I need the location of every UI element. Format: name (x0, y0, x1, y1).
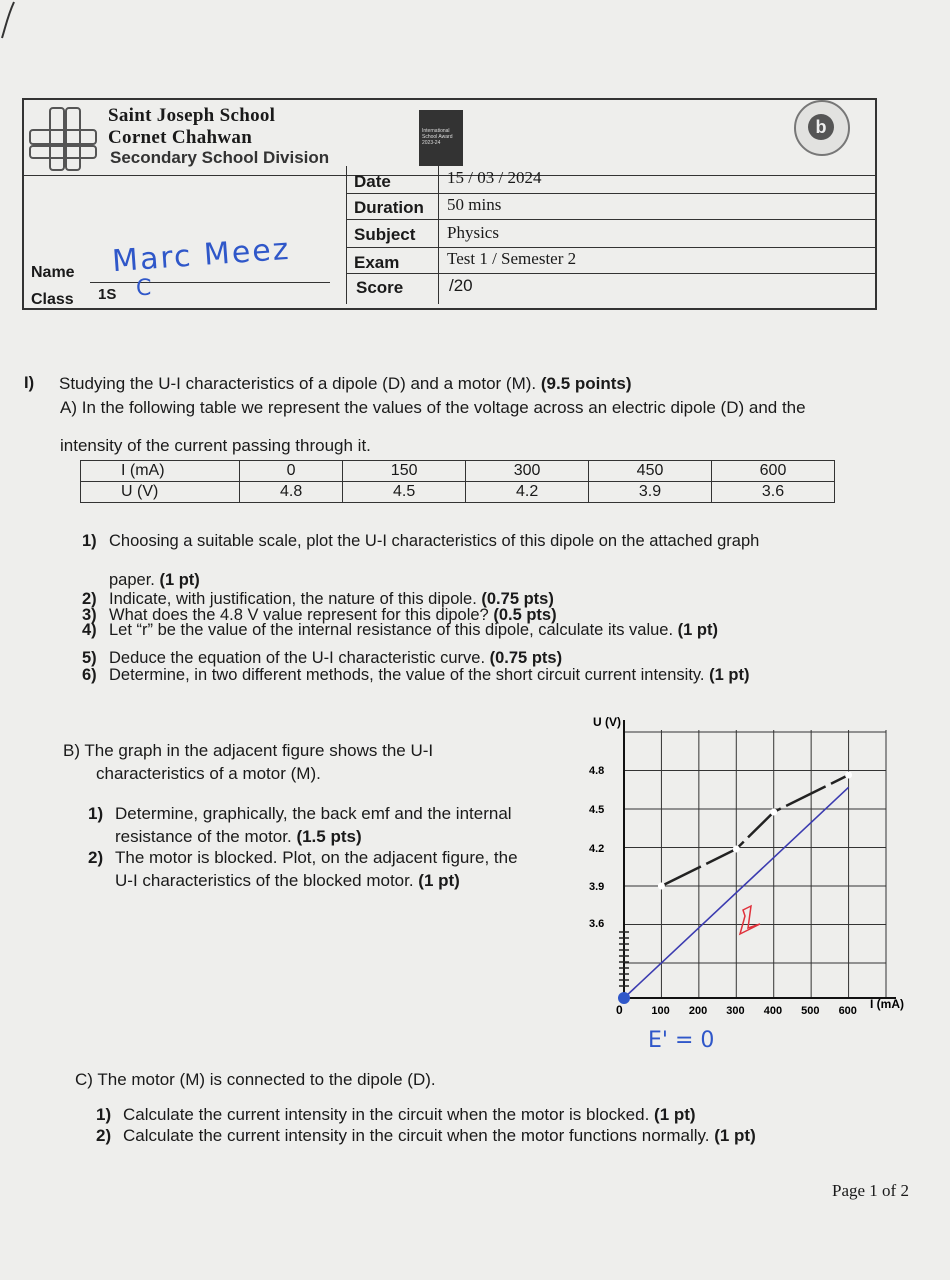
exam-value: Test 1 / Semester 2 (447, 249, 577, 268)
question-points: (1 pt) (677, 621, 718, 639)
table-cell: 0 (240, 461, 343, 482)
question-C1 (96, 1105, 696, 1125)
data-table (80, 460, 835, 503)
y-ticks (589, 765, 604, 930)
question-text: Determine, in two different methods, the value of the short circuit current intensity. (109, 666, 705, 684)
question-text: Indicate, with justification, the nature of this dipole. (109, 590, 477, 608)
partA-intro-2: intensity of the current passing through it. (60, 436, 371, 455)
question-text: Let “r” be the value of the internal resistance of this dipole, calculate its value. (109, 621, 674, 639)
question-number: 6) (82, 666, 97, 684)
origin-label: 0 (616, 1003, 623, 1017)
question-text: What does the 4.8 V value represent for this dipole? (109, 606, 489, 624)
name-label: Name (31, 264, 75, 281)
exam-label: Exam (354, 253, 400, 272)
meta-row-line (346, 273, 876, 274)
section-number: I) (24, 374, 35, 392)
duration-label: Duration (354, 198, 424, 217)
question-text: Deduce the equation of the U-I characteristic curve. (109, 649, 486, 667)
school-branch: Cornet Chahwan (108, 127, 253, 148)
table-cell: 3.9 (589, 482, 712, 503)
class-label: Class (31, 291, 74, 308)
table-row (81, 461, 835, 482)
question-number: 3) (82, 606, 97, 624)
class-prefix: 1S (98, 286, 117, 303)
data-point (658, 883, 665, 890)
subject-value: Physics (447, 223, 499, 242)
partC-intro: C) The motor (M) is connected to the dipole (D). (75, 1070, 436, 1089)
question-A6 (82, 666, 749, 685)
y-tick-label: 4.2 (589, 843, 605, 855)
question-A4 (82, 621, 718, 640)
page-number: Page 1 of 2 (832, 1181, 909, 1200)
school-logo-icon (28, 106, 98, 172)
date-label: Date (354, 172, 391, 191)
question-A1-cont (109, 571, 200, 590)
motor-ui-graph (580, 710, 920, 1017)
section-title-text: Studying the U-I characteristics of a dipole (D) and a motor (M). (59, 374, 537, 393)
y-tick-label: 3.9 (589, 881, 605, 893)
date-value: 15 / 03 / 2024 (447, 168, 542, 187)
question-number: 2) (88, 848, 104, 867)
meta-row-line (346, 193, 876, 194)
school-seal-icon (794, 100, 850, 156)
section-title (59, 374, 632, 394)
subject-label: Subject (354, 225, 416, 244)
meta-row-line (346, 219, 876, 220)
question-points: (0.75 pts) (481, 590, 554, 608)
x-tick-label: 200 (688, 1005, 708, 1017)
x-tick-label: 500 (801, 1005, 820, 1017)
handwritten-note: E' = 0 (648, 1028, 715, 1053)
pen-mark-icon (0, 0, 30, 40)
award-line: School Award (422, 134, 453, 140)
question-B1-cont (115, 827, 362, 847)
table-cell: 600 (712, 461, 835, 482)
table-cell: 150 (343, 461, 466, 482)
graph-grid (624, 730, 886, 998)
student-name: Marc Meez (110, 231, 292, 280)
question-text: Choosing a suitable scale, plot the U-I characteristics of this dipole on the attached graph (109, 532, 760, 550)
data-point (770, 809, 777, 816)
x-axis-label: I (mA) (870, 997, 904, 1011)
question-text: Calculate the current intensity in the circuit when the motor is blocked. (123, 1105, 650, 1124)
table-header-current: I (mA) (81, 461, 240, 482)
question-text: paper. (109, 571, 155, 589)
section-points: (9.5 points) (540, 374, 632, 393)
question-points: (0.75 pts) (489, 649, 563, 667)
name-underline (90, 282, 330, 283)
graph-axes (624, 720, 896, 998)
award-line: 2023-24 (422, 140, 441, 146)
table-row (81, 482, 835, 503)
partB-intro-1: B) The graph in the adjacent figure shows the U-I (63, 741, 434, 760)
question-number: 2) (96, 1126, 112, 1145)
school-division: Secondary School Division (110, 148, 330, 167)
question-number: 1) (82, 532, 97, 550)
partB-intro-2: characteristics of a motor (M). (96, 764, 321, 783)
question-A1 (82, 532, 759, 551)
table-cell: 4.5 (343, 482, 466, 503)
meta-border (346, 166, 347, 304)
data-point (845, 772, 852, 779)
y-tick-label: 4.5 (589, 804, 605, 816)
data-point (733, 846, 740, 853)
question-B2 (88, 848, 518, 868)
score-value: /20 (449, 276, 473, 295)
question-points: (1 pt) (714, 1126, 756, 1145)
question-B1 (88, 804, 512, 824)
question-number: 2) (82, 590, 97, 608)
x-tick-label: 400 (763, 1005, 783, 1017)
class-value: C (136, 276, 152, 301)
table-header-voltage: U (V) (81, 482, 240, 503)
question-number: 4) (82, 621, 97, 639)
table-cell: 4.2 (466, 482, 589, 503)
partA-intro-1: A) In the following table we represent the values of the voltage across an electric dipole (D) and the (60, 398, 806, 417)
table-cell: 300 (466, 461, 589, 482)
question-points: (1 pt) (159, 571, 200, 589)
question-points: (1 pt) (418, 871, 460, 890)
x-tick-label: 100 (651, 1005, 670, 1017)
question-text: resistance of the motor. (115, 827, 292, 846)
table-cell: 4.8 (240, 482, 343, 503)
y-axis-label: U (V) (593, 715, 621, 729)
y-tick-label: 4.8 (589, 765, 605, 777)
motor-characteristic-line (661, 775, 848, 886)
question-points: (0.5 pts) (493, 606, 557, 624)
question-number: 1) (96, 1105, 112, 1124)
x-tick-label: 600 (838, 1005, 857, 1017)
question-text: Determine, graphically, the back emf and the internal (115, 804, 512, 823)
duration-value: 50 mins (447, 195, 502, 214)
score-label: Score (356, 278, 404, 297)
question-points: (1 pt) (709, 666, 750, 684)
award-badge (419, 110, 463, 166)
question-text: U-I characteristics of the blocked motor. (115, 871, 414, 890)
red-pen-mark-icon (740, 906, 760, 934)
x-tick-label: 300 (726, 1005, 745, 1017)
question-text: The motor is blocked. Plot, on the adjacent figure, the (115, 848, 518, 867)
meta-border (438, 166, 439, 304)
meta-row-line (346, 247, 876, 248)
question-C2 (96, 1126, 756, 1146)
question-text: Calculate the current intensity in the circuit when the motor functions normally. (123, 1126, 710, 1145)
question-points: (1 pt) (654, 1105, 696, 1124)
seal-letter: b (808, 114, 834, 140)
question-B2-cont (115, 871, 460, 891)
x-ticks (651, 1005, 857, 1017)
y-tick-label: 3.6 (589, 918, 605, 930)
question-number: 5) (82, 649, 97, 667)
table-cell: 450 (589, 461, 712, 482)
question-number: 1) (88, 804, 104, 823)
graph-series (618, 772, 852, 1005)
question-points: (1.5 pts) (296, 827, 362, 846)
award-line: International (422, 128, 450, 134)
school-name: Saint Joseph School (108, 105, 276, 126)
table-cell: 3.6 (712, 482, 835, 503)
